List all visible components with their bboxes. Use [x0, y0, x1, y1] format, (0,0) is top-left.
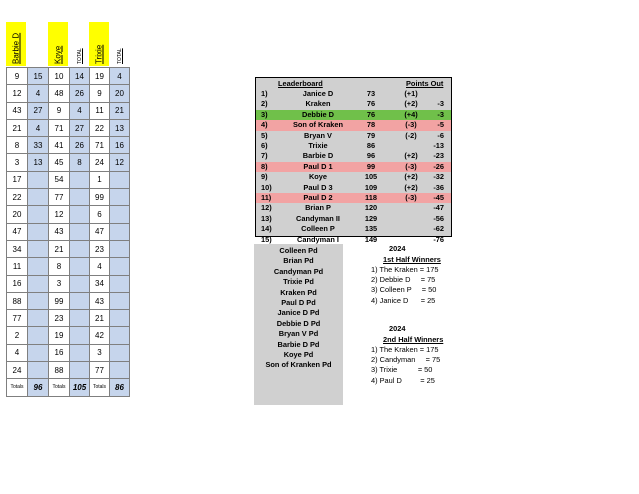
- table-cell: 3: [49, 275, 70, 292]
- leaderboard-points: 79: [366, 130, 376, 140]
- table-cell: 14: [70, 68, 90, 85]
- leaderboard-out: -26: [433, 161, 444, 171]
- header-total-1: [70, 22, 90, 66]
- table-cell: 6: [90, 206, 110, 223]
- leaderboard-change: (+4): [404, 109, 418, 119]
- leaderboard-row: [256, 214, 451, 224]
- header-koye: [48, 22, 68, 66]
- table-cell: 88: [7, 292, 28, 309]
- leaderboard-row: [256, 120, 451, 130]
- table-row: [7, 137, 130, 154]
- leaderboard-out: -56: [433, 213, 444, 223]
- table-cell: [28, 189, 49, 206]
- winner-item: 4) Janice D = 25: [371, 295, 436, 305]
- leaderboard-points: 86: [366, 141, 376, 150]
- table-cell: [110, 275, 130, 292]
- leaderboard-change: (+2): [404, 172, 418, 182]
- leaderboard-change: (+2): [404, 151, 418, 161]
- leaderboard-name: Paul D 1: [303, 161, 333, 171]
- leaderboard-name: Koye: [308, 172, 328, 182]
- leaderboard-out: -3: [437, 99, 444, 109]
- table-cell: 41: [49, 137, 70, 154]
- table-cell: [70, 223, 90, 240]
- table-cell: 77: [90, 362, 110, 379]
- leaderboard-rank: 10): [261, 182, 272, 192]
- leaderboard-rank: 6): [261, 141, 268, 150]
- winner-item: 3) Colleen P = 50: [371, 285, 437, 295]
- second-half-title: 2nd Half Winners: [383, 335, 444, 344]
- first-half-year: 2024: [389, 244, 406, 253]
- paid-list: [254, 244, 343, 405]
- leaderboard-name: Debbie D: [301, 109, 335, 119]
- paid-item: Koye Pd: [283, 350, 314, 359]
- leaderboard-name: Paul D 2: [303, 193, 333, 202]
- leaderboard-out: -13: [433, 141, 444, 150]
- table-row: [7, 206, 130, 223]
- table-cell: 48: [49, 85, 70, 102]
- header-label: Koye: [53, 45, 63, 64]
- paid-item: Bryan V Pd: [278, 329, 319, 339]
- leaderboard-name: Barbie D: [302, 151, 334, 161]
- leaderboard-name: Brian P: [305, 203, 331, 213]
- table-cell: 4: [28, 85, 49, 102]
- leaderboard-row: [256, 203, 451, 213]
- leaderboard-rank: 11): [261, 193, 272, 202]
- table-cell: [70, 206, 90, 223]
- leaderboard-name: Kraken: [305, 99, 331, 109]
- table-cell: 20: [7, 206, 28, 223]
- table-cell: 10: [49, 68, 70, 85]
- table-cell: 8: [7, 137, 28, 154]
- table-cell: 47: [90, 223, 110, 240]
- leaderboard-points: 120: [364, 203, 378, 213]
- table-cell: 4: [90, 258, 110, 275]
- table-row: [7, 240, 130, 257]
- table-cell: [110, 240, 130, 257]
- table-cell: 21: [90, 310, 110, 327]
- table-cell: 17: [7, 171, 28, 188]
- leaderboard-out: -6: [437, 130, 444, 140]
- table-cell: 88: [49, 362, 70, 379]
- table-cell: 20: [110, 85, 130, 102]
- table-row: [7, 327, 130, 344]
- leaderboard-title: Leaderboard: [278, 79, 323, 88]
- table-cell: [110, 223, 130, 240]
- header-total-2: [110, 22, 130, 66]
- leaderboard-points: 135: [364, 224, 378, 234]
- table-row: [7, 102, 130, 119]
- table-cell: 54: [49, 171, 70, 188]
- leaderboard-points: 129: [364, 213, 378, 223]
- table-cell: 3: [90, 344, 110, 361]
- paid-item: Janice D Pd: [277, 308, 320, 318]
- table-cell: 34: [7, 240, 28, 257]
- table-cell: 26: [70, 137, 90, 154]
- table-row: [7, 379, 130, 396]
- leaderboard-name: Paul D 3: [303, 182, 333, 192]
- table-cell: [28, 327, 49, 344]
- table-cell: [28, 362, 49, 379]
- paid-item: Barbie D Pd: [277, 339, 320, 349]
- table-cell: 77: [49, 189, 70, 206]
- leaderboard-points: 109: [364, 182, 378, 192]
- leaderboard-row: [256, 162, 451, 172]
- leaderboard-out: -32: [433, 172, 444, 182]
- leaderboard-out: -62: [433, 224, 444, 234]
- table-cell: 4: [28, 119, 49, 136]
- winner-item: 1) The Kraken = 175: [371, 345, 439, 354]
- leaderboard-points: 118: [365, 193, 377, 202]
- table-row: [7, 275, 130, 292]
- leaderboard-row: [256, 172, 451, 182]
- second-half-year: 2024: [389, 324, 406, 333]
- leaderboard-row: [256, 141, 451, 151]
- leaderboard-change: (-3): [405, 120, 417, 130]
- table-cell: [28, 310, 49, 327]
- table-cell: 99: [49, 292, 70, 309]
- table-cell: 8: [70, 154, 90, 171]
- table-cell: [110, 206, 130, 223]
- table-cell: [28, 258, 49, 275]
- header-barbie-d: [6, 22, 26, 66]
- table-cell: 9: [7, 68, 28, 85]
- table-cell: [28, 292, 49, 309]
- table-cell: 11: [7, 258, 28, 275]
- table-cell: [28, 344, 49, 361]
- leaderboard-name: Colleen P: [301, 224, 335, 234]
- paid-item: Colleen Pd: [279, 246, 318, 255]
- leaderboard-points: 149: [364, 234, 378, 244]
- table-cell: 34: [90, 275, 110, 292]
- leaderboard-rank: 14): [261, 224, 272, 234]
- leaderboard-out: -76: [433, 234, 444, 244]
- leaderboard-row: [256, 110, 451, 120]
- table-cell: 71: [49, 119, 70, 136]
- leaderboard-points: 99: [366, 161, 376, 171]
- table-cell: 47: [7, 223, 28, 240]
- table-cell: 43: [90, 292, 110, 309]
- leaderboard-row: [256, 151, 451, 161]
- table-cell: 16: [49, 344, 70, 361]
- leaderboard-change: (-3): [405, 161, 417, 171]
- leaderboard-name: Son of Kraken: [292, 120, 344, 130]
- leaderboard-change: (+2): [404, 99, 418, 109]
- table-cell: [110, 292, 130, 309]
- table-cell: 9: [90, 85, 110, 102]
- table-cell: 12: [110, 154, 130, 171]
- table-cell: 27: [70, 119, 90, 136]
- table-cell: [28, 206, 49, 223]
- table-row: [7, 171, 130, 188]
- table-cell: [110, 310, 130, 327]
- table-cell: 9: [49, 102, 70, 119]
- table-cell: [70, 189, 90, 206]
- table-cell: 71: [90, 137, 110, 154]
- table-row: [7, 119, 130, 136]
- leaderboard-change: (-3): [405, 193, 417, 202]
- leaderboard-row: [256, 193, 451, 203]
- leaderboard-name: Bryan V: [304, 130, 332, 140]
- leaderboard-rank: 4): [261, 120, 268, 130]
- leaderboard-rank: 3): [261, 109, 268, 119]
- table-cell: 23: [90, 240, 110, 257]
- table-cell: 13: [110, 119, 130, 136]
- table-cell: [28, 171, 49, 188]
- table-row: [7, 310, 130, 327]
- table-cell: [28, 240, 49, 257]
- table-cell: [70, 258, 90, 275]
- leaderboard-points: 105: [364, 172, 378, 182]
- leaderboard-rank: 8): [261, 161, 268, 171]
- leaderboard-name: Candyman I: [297, 234, 339, 244]
- leaderboard-change: (+2): [404, 182, 418, 192]
- table-cell: Totals: [90, 379, 110, 396]
- first-half-title: 1st Half Winners: [383, 255, 441, 264]
- leaderboard-points: 78: [366, 120, 376, 130]
- table-cell: 96: [28, 379, 49, 396]
- paid-item: Paul D Pd: [281, 298, 316, 307]
- table-cell: [70, 362, 90, 379]
- table-cell: [110, 189, 130, 206]
- table-cell: [28, 223, 49, 240]
- table-cell: 11: [90, 102, 110, 119]
- leaderboard-change: (+1): [404, 89, 418, 98]
- score-grid: [6, 67, 130, 397]
- table-cell: 43: [49, 223, 70, 240]
- table-cell: 19: [49, 327, 70, 344]
- leaderboard-row: [256, 89, 451, 99]
- table-cell: 33: [28, 137, 49, 154]
- paid-item: Candyman Pd: [273, 266, 324, 276]
- header-label: TOTAL: [117, 48, 123, 64]
- leaderboard-rank: 5): [261, 130, 268, 140]
- table-cell: 4: [110, 68, 130, 85]
- header-label: Barbie D: [11, 32, 21, 64]
- leaderboard-rank: 12): [261, 203, 272, 213]
- header-label: TOTAL: [77, 48, 83, 64]
- table-cell: 3: [7, 154, 28, 171]
- table-cell: 86: [110, 379, 130, 396]
- leaderboard-rank: 15): [261, 234, 272, 244]
- leaderboard-points: 76: [366, 99, 376, 109]
- table-cell: 12: [49, 206, 70, 223]
- table-cell: 77: [7, 310, 28, 327]
- paid-item: Trixie Pd: [283, 277, 314, 287]
- leaderboard-out: -36: [433, 182, 444, 192]
- table-cell: 43: [7, 102, 28, 119]
- leaderboard-name: Janice D: [302, 89, 334, 98]
- winner-item: 2) Debbie D = 75: [371, 275, 436, 285]
- table-row: [7, 292, 130, 309]
- leaderboard-points: 96: [366, 151, 376, 161]
- table-cell: [110, 327, 130, 344]
- leaderboard-out: -5: [437, 120, 444, 130]
- paid-item: Brian Pd: [283, 256, 314, 266]
- table-cell: 12: [7, 85, 28, 102]
- table-cell: [70, 344, 90, 361]
- table-row: [7, 362, 130, 379]
- table-cell: 21: [49, 240, 70, 257]
- table-cell: 22: [90, 119, 110, 136]
- leaderboard-points: 73: [366, 89, 376, 98]
- winner-item: 4) Paul D = 25: [371, 375, 435, 385]
- table-cell: 4: [70, 102, 90, 119]
- winner-item: 3) Trixie = 50: [371, 365, 433, 375]
- table-cell: 105: [70, 379, 90, 396]
- leaderboard-out: -3: [437, 109, 444, 119]
- table-cell: [70, 240, 90, 257]
- table-row: [7, 154, 130, 171]
- table-cell: 1: [90, 171, 110, 188]
- leaderboard-name: Candyman II: [296, 213, 340, 223]
- table-cell: [70, 327, 90, 344]
- leaderboard-rank: 7): [261, 151, 268, 161]
- table-cell: [70, 292, 90, 309]
- table-cell: Totals: [7, 379, 28, 396]
- leaderboard-row: [256, 183, 451, 193]
- table-cell: 24: [90, 154, 110, 171]
- table-cell: [110, 362, 130, 379]
- table-cell: 99: [90, 189, 110, 206]
- table-cell: 2: [7, 327, 28, 344]
- leaderboard-rank: 13): [261, 213, 272, 223]
- paid-item: Debbie D Pd: [276, 318, 321, 328]
- table-cell: 27: [28, 102, 49, 119]
- paid-item: Kraken Pd: [280, 287, 317, 297]
- paid-item: Son of Kranken Pd: [265, 360, 332, 370]
- leaderboard-out: -23: [433, 151, 444, 161]
- table-row: [7, 189, 130, 206]
- points-out-header: Points Out: [406, 79, 444, 88]
- table-cell: 21: [110, 102, 130, 119]
- table-cell: 21: [7, 119, 28, 136]
- table-cell: [110, 344, 130, 361]
- table-cell: [28, 275, 49, 292]
- header-trixie: [89, 22, 109, 66]
- leaderboard-row: [256, 131, 451, 141]
- table-row: [7, 223, 130, 240]
- leaderboard: [255, 77, 452, 244]
- table-cell: 16: [7, 275, 28, 292]
- leaderboard-rank: 9): [261, 172, 268, 182]
- leaderboard-out: -47: [433, 203, 444, 213]
- winner-item: 2) Candyman = 75: [371, 355, 441, 365]
- leaderboard-rank: 1): [261, 89, 268, 98]
- table-cell: [110, 171, 130, 188]
- winner-item: 1) The Kraken = 175: [371, 265, 439, 274]
- leaderboard-out: -45: [433, 193, 444, 202]
- table-cell: 16: [110, 137, 130, 154]
- table-cell: [110, 258, 130, 275]
- table-cell: [70, 171, 90, 188]
- table-row: [7, 85, 130, 102]
- header-label: Trixie: [94, 44, 104, 64]
- table-cell: 24: [7, 362, 28, 379]
- table-cell: [70, 275, 90, 292]
- table-cell: 26: [70, 85, 90, 102]
- leaderboard-row: [256, 99, 451, 109]
- table-row: [7, 258, 130, 275]
- table-cell: 19: [90, 68, 110, 85]
- table-cell: Totals: [49, 379, 70, 396]
- table-cell: 42: [90, 327, 110, 344]
- table-row: [7, 344, 130, 361]
- table-row: [7, 68, 130, 85]
- table-cell: 4: [7, 344, 28, 361]
- leaderboard-name: Trixie: [308, 141, 328, 150]
- table-cell: 45: [49, 154, 70, 171]
- table-cell: 15: [28, 68, 49, 85]
- table-cell: [70, 310, 90, 327]
- table-cell: 13: [28, 154, 49, 171]
- table-cell: 23: [49, 310, 70, 327]
- leaderboard-row: [256, 224, 451, 234]
- leaderboard-points: 76: [366, 109, 376, 119]
- table-cell: 22: [7, 189, 28, 206]
- leaderboard-change: (-2): [405, 130, 417, 140]
- leaderboard-rank: 2): [261, 99, 268, 109]
- table-cell: 8: [49, 258, 70, 275]
